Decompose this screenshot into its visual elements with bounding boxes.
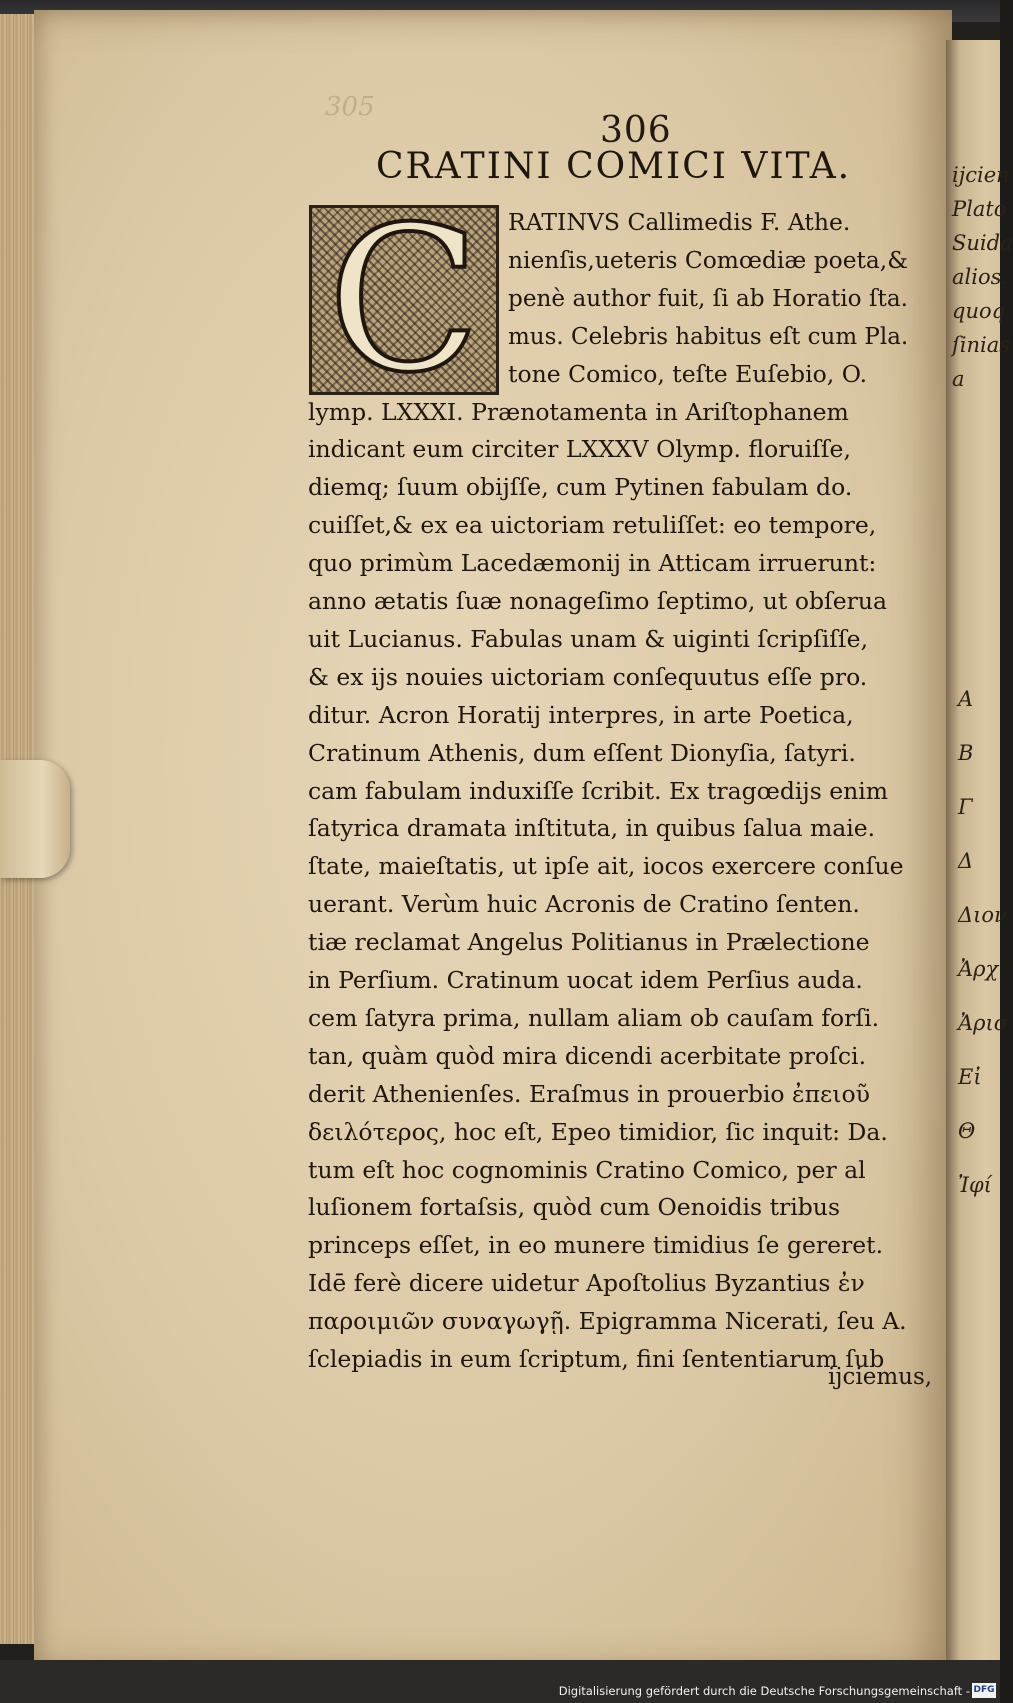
text-line: princeps eſſet, in eo munere timidius ſe gereret.: [308, 1231, 884, 1260]
text-line: ſtate, maieſtatis, ut ipſe ait, iocos exercere conſue: [308, 852, 904, 881]
text-line: cuiſſet,& ex ea uictoriam retuliſſet: eo tempore,: [308, 511, 877, 540]
text-line: ſclepiadis in eum ſcriptum, fini ſententiarum ſub: [308, 1345, 885, 1373]
facing-text-fragment: Suida: [952, 231, 1013, 255]
text-line: παροιμιῶν συναγωγῇ. Epigramma Nicerati, ſeu A.: [308, 1307, 907, 1336]
facing-text-fragment: a: [952, 367, 965, 391]
facing-text-fragment: Διον: [958, 903, 1007, 927]
text-line: nienſis,ueteris Comœdiæ poeta,&: [508, 245, 909, 274]
text-line: & ex ijs nouies uictoriam conſequutus eſſe pro.: [308, 662, 868, 691]
text-line: anno ætatis ſuæ nonageſimo ſeptimo, ut obſerua: [308, 587, 888, 615]
facing-text-fragment: ſinias: [952, 333, 1011, 357]
text-line: derit Athenienſes. Eraſmus in prouerbio ἐπειοῦ: [308, 1079, 870, 1108]
facing-text-fragment: Θ: [958, 1119, 976, 1143]
page-number: 306: [600, 110, 672, 151]
text-line: uerant. Verùm huic Acronis de Cratino ſenten.: [308, 890, 860, 919]
text-line: tiæ reclamat Angelus Politianus in Prælectione: [308, 928, 870, 957]
facing-text-fragment: Plato: [952, 197, 1007, 221]
bleed-through-page-number: 305: [325, 92, 375, 122]
digitization-credit: Digitalisierung gefördert durch die Deutsche Forschungsgemeinschaft -: [558, 1684, 970, 1698]
text-line: ſatyrica dramata inſtituta, in quibus ſalua maie.: [308, 814, 876, 843]
text-line: cem ſatyra prima, nullam aliam ob cauſam forſi.: [308, 1003, 880, 1032]
catchword: ijciemus,: [828, 1364, 933, 1390]
text-line: RATINVS Callimedis F. Athe.: [508, 208, 851, 236]
dfg-logo: DFG: [972, 1683, 996, 1698]
book-clasp: [0, 760, 70, 878]
text-line: indicant eum circiter LXXXV Olymp. floruiſſe,: [308, 435, 851, 464]
text-line: uit Lucianus. Fabulas unam & uiginti ſcripſiſſe,: [308, 624, 869, 653]
text-line: diemq; ſuum obijſſe, cum Pytinen fabulam do.: [308, 473, 853, 502]
text-line: tone Comico, teſte Euſebio, O.: [508, 359, 868, 388]
text-line: Cratinum Athenis, dum eſſent Dionyſia, ſatyri.: [308, 738, 856, 767]
facing-text-fragment: ijcien: [952, 163, 1010, 187]
facing-text-fragment: A: [958, 687, 974, 711]
decorated-initial: [309, 184, 499, 417]
facing-page-text-upper: [952, 158, 1013, 396]
initial-letter: C: [327, 184, 481, 417]
facing-text-fragment: Ἰφί: [958, 1173, 992, 1197]
facing-text-fragment: Δ: [958, 849, 974, 873]
text-line: quo primùm Lacedæmonij in Atticam irruerunt:: [308, 549, 877, 578]
text-line: lymp. LXXXI. Prænotamenta in Ariſtophanem: [308, 397, 849, 426]
facing-text-fragment: Γ: [958, 795, 973, 819]
text-line: tan, quàm quòd mira dicendi acerbitate proſci.: [308, 1041, 867, 1070]
text-line: luſionem fortaſsis, quòd cum Oenoidis tribus: [308, 1193, 840, 1222]
text-line: ditur. Acron Horatij interpres, in arte Poetica,: [308, 700, 854, 729]
text-line: in Perſium. Cratinum uocat idem Perſius auda.: [308, 966, 863, 994]
text-line: penè author fuit, ſi ab Horatio ſta.: [508, 283, 908, 312]
facing-text-fragment: alios.: [952, 265, 1009, 289]
facing-page-text-lower: [958, 672, 1009, 1212]
text-line: mus. Celebris habitus eſt cum Pla.: [508, 321, 909, 350]
facing-text-fragment: Εἰ: [958, 1065, 982, 1089]
facing-text-fragment: Ἀρχ: [958, 957, 999, 981]
page-title: CRATINI COMICI VITA.: [376, 146, 852, 187]
text-line: cam fabulam induxiſſe ſcribit. Ex tragœdijs enim: [308, 776, 889, 805]
text-line: δειλότερος, hoc eſt, Epeo timidior, ſic inquit: Da.: [308, 1117, 888, 1146]
text-line: Idē ferè dicere uidetur Apoſtolius Byzantius ἐν: [308, 1269, 865, 1298]
facing-text-fragment: quoq: [952, 299, 1006, 323]
text-line: tum eſt hoc cognominis Cratino Comico, per al: [308, 1155, 866, 1184]
facing-text-fragment: Ἀρισ: [958, 1011, 1009, 1035]
facing-text-fragment: B: [958, 741, 974, 765]
